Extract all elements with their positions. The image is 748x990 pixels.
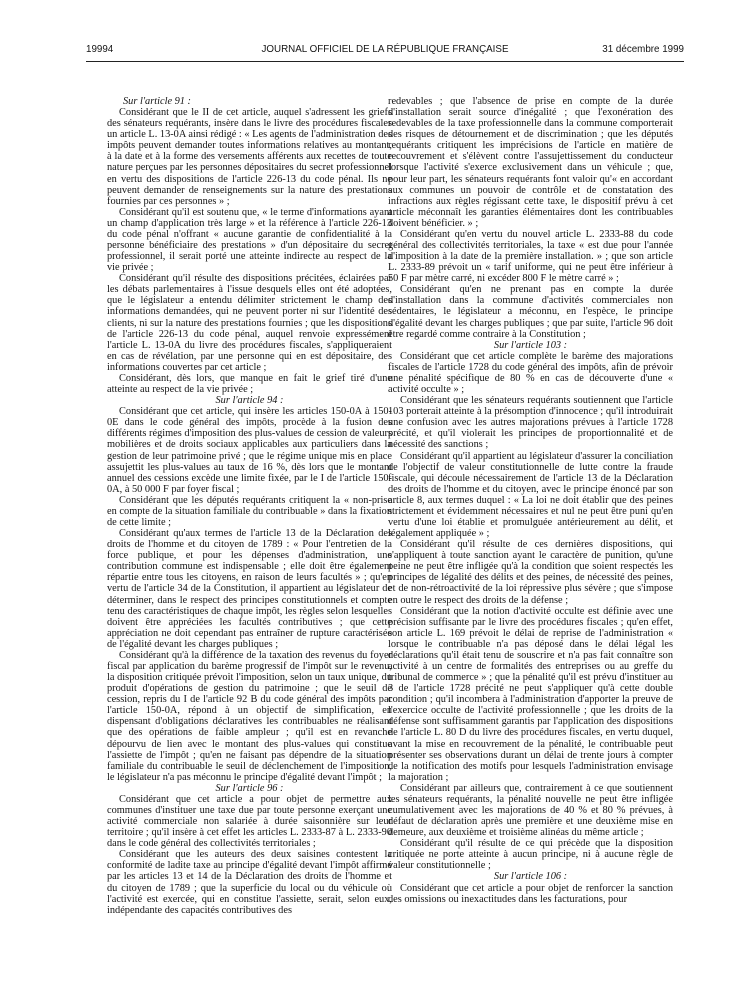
- article-96-heading: Sur l'article 96 :: [215, 782, 284, 794]
- article-103-paragraph-3: Considérant qu'il appartient au législateur d'assurer la conciliation de l'objectif de valeur constitutionnelle de lutte contre la fraude fiscale, qui découle nécessairement de l'article 13 de la Déclaration des droits de l'homme et du citoyen, avec le principe énoncé par son article 8, aux termes duquel : « La loi ne doit établir que des peines strictement et évidemment nécessaires et nul ne peut être puni qu'en vertu d'une loi établie et promulguée antérieurement au délit, et légalement appliquée » ;: [388, 450, 673, 540]
- article-94-paragraph-4: Considérant qu'à la différence de la taxation des revenus du foyer fiscal par application du barème progressif de l'impôt sur le revenu, la disposition critiquée prévoit l'imposition, selon un taux unique, du produit d'opérations de gestion du patrimoine ; que le seuil de cession, repris du I de l'article 92 B du code général des impôts par l'article 150-0A, répond à un objectif de simplification, en dispensant d'obligations déclaratives les contribuables ne réalisant que des opérations de faible ampleur ; qu'il est en revanche dépourvu de lien avec le montant des plus-values qui constitue l'assiette de l'impôt ; qu'en ne faisant pas dépendre de la situation familiale du contribuable le seuil de déclenchement de l'imposition, le législateur n'a pas méconnu le principe d'égalité devant l'impôt ;: [107, 649, 392, 783]
- article-94-paragraph-1: Considérant que cet article, qui insère les articles 150-0A à 150-0E dans le code général des impôts, procède à la fusion des différents régimes d'imposition des plus-values de cession de valeurs mobilières et de droits sociaux applicables aux particuliers dans la gestion de leur patrimoine privé ; que le régime unique mis en place assujettit les plus-values au taux de 16 %, dès lors que le montant annuel des cessions excède une limite fixée, par le I de l'article 150-0A, à 50 000 F par foyer fiscal ;: [107, 406, 392, 495]
- article-96-paragraph-4: Considérant qu'en ne prenant pas en compte la durée d'installation dans la commune d'activités commerciales non sédentaires, le législateur a méconnu, en l'espèce, le principe d'égalité devant les charges publiques ; que par suite, l'article 96 doit être regardé comme contraire à la Constitution ;: [388, 284, 673, 340]
- article-96-continuation: redevables ; que l'absence de prise en compte de la durée d'installation serait source d'inégalité ; que l'exonération des redevables de la taxe professionnelle dans la commune comporterait des risques de détournement et de discrimination ; que les députés requérants critiquent les imprécisions de l'article en matière de recouvrement et s'élèvent contre l'assujettissement du conducteur lorsque l'activité s'exerce exclusivement dans un véhicule ; que, pour leur part, les sénateurs requérants font valoir qu'« en accordant aux communes un pouvoir de contrôle et de constatation des infractions aux règles régissant cette taxe, le dispositif prévu à cet article méconnaît les garanties élémentaires dont les contribuables doivent bénéficier. » ;: [388, 96, 673, 229]
- article-96-paragraph-3: Considérant qu'en vertu du nouvel article L. 2333-88 du code général des collectivités territoriales, la taxe « est due pour l'année d'imposition à la date de la première installation. » ; que son article L. 2333-89 prévoit un « tarif uniforme, qui ne peut être inférieur à 50 F par mètre carré, ni excéder 800 F le mètre carré » ;: [388, 228, 673, 285]
- article-91-heading: Sur l'article 91 :: [123, 96, 192, 107]
- article-96-paragraph-1: Considérant que cet article a pour objet de permettre aux communes d'instituer une taxe due par toute personne exerçant une activité commerciale non salariée à durée saisonnière sur leur territoire ; qu'il insère à cet effet les articles L. 2333-87 à L. 2333-90 dans le code général des collectivités territoriales ;: [107, 793, 392, 850]
- article-103-paragraph-7: Considérant qu'il résulte de ce qui précède que la disposition critiquée ne porte atteinte à aucun principe, ni à aucune règle de valeur constitutionnelle ;: [388, 838, 673, 872]
- header-rule: [86, 61, 684, 62]
- article-94-heading: Sur l'article 94 :: [215, 395, 284, 407]
- article-91-paragraph-3: Considérant qu'il résulte des dispositions précitées, éclairées par les débats parlementaires à l'issue desquels elles ont été adoptées, que le législateur a entendu délimiter strictement le champ des informations demandées, qui ne peuvent porter ni sur l'identité des clients, ni sur la nature des prestations fournies ; que les dispositions de l'article 226-13 du code pénal, auquel renvoie expressément l'article L. 13-0A du livre des procédures fiscales, s'appliqueraient en cas de révélation, par une personne qui en est dépositaire, des informations couvertes par cet article ;: [107, 273, 392, 373]
- publication-date: 31 décembre 1999: [602, 44, 684, 55]
- article-91-paragraph-2: Considérant qu'il est soutenu que, « le terme d'informations ayant un champ d'application très large » et la référence à l'article 226-13 du code pénal n'offrant « aucune garantie de confidentialité à la personne bénéficiaire des prestations » d'un dépositaire du secret professionnel, il serait porté une atteinte indirecte au respect de la vie privée ;: [107, 206, 392, 274]
- article-94-paragraph-2: Considérant que les députés requérants critiquent la « non-prise en compte de la situation familiale du contribuable » dans la fixation de cette limite ;: [107, 494, 392, 528]
- left-column: [107, 96, 392, 916]
- article-96-paragraph-2: Considérant que les auteurs des deux saisines contestent la conformité de ladite taxe au principe d'égalité devant l'impôt affirmé par les articles 13 et 14 de la Déclaration des droits de l'homme et du citoyen de 1789 ; que la superficie du local ou du véhicule où l'activité est exercée, qui en constitue l'assiette, serait, selon eux, indépendante des capacités contributives des: [107, 849, 392, 916]
- article-91-paragraph-4: Considérant, dès lors, que manque en fait le grief tiré d'une atteinte au respect de la vie privée ;: [107, 372, 392, 396]
- right-column: [388, 96, 673, 905]
- article-103-heading: Sur l'article 103 :: [493, 339, 568, 351]
- article-103-paragraph-5: Considérant que la notion d'activité occulte est définie avec une précision suffisante par le livre des procédures fiscales ; qu'en effet, son article L. 169 prévoit le délai de reprise de l'administration « lorsque le contribuable n'a pas déposé dans le délai légal les déclarations qu'il était tenu de souscrire et n'a pas fait connaître son activité à un centre de formalités des entreprises ou au greffe du tribunal de commerce » ; que la pénalité qu'il est prévu d'instituer au 3 de l'article 1728 précité ne peut s'appliquer qu'à cette double condition ; qu'il incombera à l'administration d'apporter la preuve de l'exercice occulte de l'activité professionnelle ; que les droits de la défense sont suffisamment garantis par l'application des dispositions de l'article L. 80 D du livre des procédures fiscales, en vertu duquel, avant la mise en recouvrement de la pénalité, le contribuable peut présenter ses observations durant un délai de trente jours à compter de la notification des motifs pour lesquels l'administration envisage la majoration ;: [388, 605, 673, 783]
- article-103-paragraph-1: Considérant que cet article complète le barème des majorations fiscales de l'article 1728 du code général des impôts, afin de prévoir une pénalité spécifique de 80 % en cas de découverte d'une « activité occulte » ;: [388, 350, 673, 396]
- journal-title: JOURNAL OFFICIEL DE LA RÉPUBLIQUE FRANÇAISE: [261, 44, 509, 55]
- article-94-paragraph-3: Considérant qu'aux termes de l'article 13 de la Déclaration des droits de l'homme et du citoyen de 1789 : « Pour l'entretien de la force publique, et pour les dépenses d'administration, une contribution commune est indispensable ; elle doit être également répartie entre tous les citoyens, en raison de leurs facultés » ; qu'en vertu de l'article 34 de la Constitution, il appartient au législateur de déterminer, dans le respect des principes constitutionnels et compte tenu des caractéristiques de chaque impôt, les règles selon lesquelles doivent être appréciées les facultés contributives ; que cette appréciation ne doit cependant pas entraîner de rupture caractérisée de l'égalité devant les charges publiques ;: [107, 528, 392, 650]
- article-103-paragraph-4: Considérant qu'il résulte de ces dernières dispositions, qui s'appliquent à toute sanction ayant le caractère de punition, qu'une peine ne peut être infligée qu'à la condition que soient respectés les principes de légalité des délits et des peines, de nécessité des peines, et de non-rétroactivité de la loi répressive plus sévère ; que s'impose en outre le respect des droits de la défense ;: [388, 539, 673, 606]
- page-number: 19994: [86, 44, 114, 55]
- article-106-paragraph-1: Considérant que cet article a pour objet de renforcer la sanction des omissions ou inexactitudes dans les facturations, pour: [388, 882, 673, 905]
- article-103-paragraph-6: Considérant par ailleurs que, contrairement à ce que soutiennent les sénateurs requérants, la pénalité nouvelle ne peut être infligée cumulativement avec les majorations de 40 % et 80 % prévues, à défaut de déclaration après une première et une deuxième mise en demeure, aux deuxième et troisième alinéas du même article ;: [388, 782, 673, 839]
- article-103-paragraph-2: Considérant que les sénateurs requérants soutiennent que l'article 103 porterait atteinte à la présomption d'innocence ; qu'il introduirait une confusion avec les autres majorations prévues à l'article 1728 précité, et qu'il violerait les principes de proportionnalité et de nécessité des sanctions ;: [388, 395, 673, 451]
- article-106-heading: Sur l'article 106 :: [493, 871, 568, 883]
- article-91-paragraph-1: Considérant que le II de cet article, auquel s'adressent les griefs des sénateurs requérants, insère dans le livre des procédures fiscales un article L. 13-0A ainsi rédigé : « Les agents de l'administration des impôts peuvent demander toutes informations relatives au montant, à la date et à la forme des versements afférents aux recettes de toute nature perçues par les personnes dépositaires du secret professionnel en vertu des dispositions de l'article 226-13 du code pénal. Ils ne peuvent demander de renseignements sur la nature des prestations fournies par ces personnes » ;: [107, 107, 392, 207]
- page-header: [86, 44, 684, 58]
